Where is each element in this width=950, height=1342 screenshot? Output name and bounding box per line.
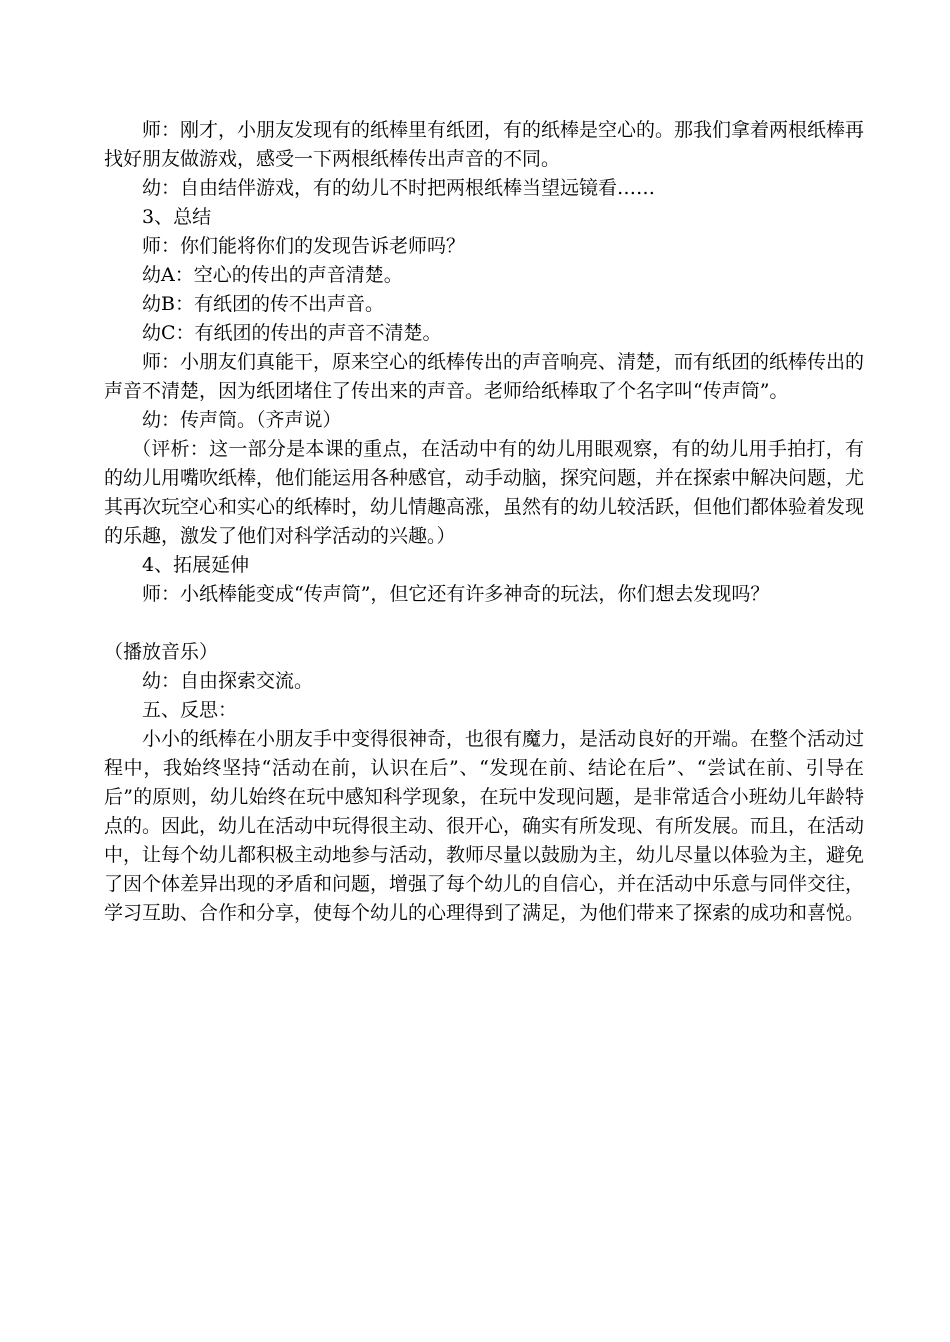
paragraph-teacher-question: 师：你们能将你们的发现告诉老师吗？ <box>142 235 466 257</box>
paragraph-teacher-explanation: 师：小朋友们真能干，原来空心的纸棒传出的声音响亮、清楚，而有纸团的纸棒传出的声音不清楚，因为纸团堵住了传出来的声音。老师给纸棒取了个名字叫“传声筒”。 <box>104 351 865 402</box>
paragraph-child-c: 幼C：有纸团的传出的声音不清楚。 <box>142 322 442 344</box>
heading-summary: 3、总结 <box>142 206 212 228</box>
paragraph-teacher-intro: 师：刚才，小朋友发现有的纸棒里有纸团，有的纸棒是空心的。那我们拿着两根纸棒再找好朋友做游戏，感受一下两根纸棒传出声音的不同。 <box>104 119 865 170</box>
paragraph-child-b: 幼B：有纸团的传不出声音。 <box>142 293 384 315</box>
blank-line <box>104 609 864 638</box>
document-body <box>104 116 864 928</box>
heading-reflection: 五、反思： <box>142 699 238 721</box>
paragraph-child-a: 幼A：空心的传出的声音清楚。 <box>142 264 403 286</box>
paragraph-teacher-extension: 师：小纸棒能变成“传声筒”，但它还有许多神奇的玩法，你们想去发现吗？ <box>142 583 770 605</box>
paragraph-evaluation: （评析：这一部分是本课的重点，在活动中有的幼儿用眼观察，有的幼儿用手拍打，有的幼儿用嘴吹纸棒，他们能运用各种感官，动手动脑，探究问题，并在探索中解决问题，尤其再次玩空心和实心的纸棒时，幼儿情趣高涨，虽然有的幼儿较活跃，但他们都体验着发现的乐趣，激发了他们对科学活动的兴趣。） <box>104 438 865 547</box>
paragraph-play-music: （播放音乐） <box>104 641 219 663</box>
paragraph-child-explore: 幼：自由探索交流。 <box>142 670 314 692</box>
paragraph-children-chorus: 幼：传声筒。（齐声说） <box>142 409 342 431</box>
paragraph-child-game: 幼：自由结伴游戏，有的幼儿不时把两根纸棒当望远镜看…… <box>142 177 656 199</box>
heading-extension: 4、拓展延伸 <box>142 554 250 576</box>
paragraph-reflection: 小小的纸棒在小朋友手中变得很神奇，也很有魔力，是活动良好的开端。在整个活动过程中，我始终坚持“活动在前，认识在后”、“发现在前、结论在后”、“尝试在前、引导在后”的原则，幼儿始终在玩中感知科学现象，在玩中发现问题，是非常适合小班幼儿年龄特点的。因此，幼儿在活动中玩得很主动、很开心，确实有所发现、有所发展。而且，在活动中，让每个幼儿都积极主动地参与活动，教师尽量以鼓励为主，幼儿尽量以体验为主，避免了因个体差异出现的矛盾和问题，增强了每个幼儿的自信心，并在活动中乐意与同伴交往，学习互助、合作和分享，使每个幼儿的心理得到了满足，为他们带来了探索的成功和喜悦。 <box>104 728 865 924</box>
